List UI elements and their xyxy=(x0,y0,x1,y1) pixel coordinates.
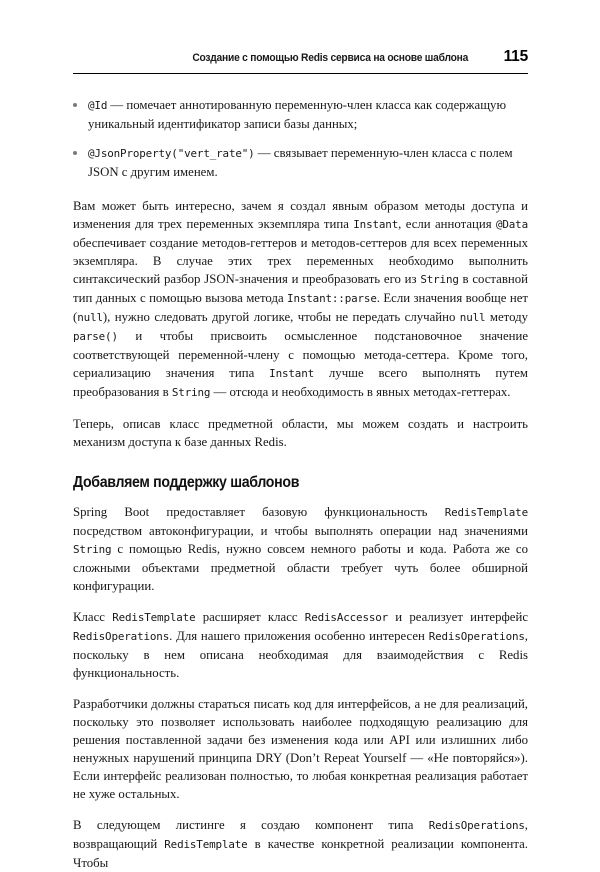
code-inline: RedisTemplate xyxy=(164,838,248,851)
text-run: расширяет класс xyxy=(195,610,305,624)
text-run: посредством автоконфигурации, и чтобы выполнять операции над значениями xyxy=(73,524,528,538)
page-header xyxy=(73,48,528,66)
code-inline: String xyxy=(420,273,459,286)
code-inline: Instant::parse xyxy=(287,292,377,305)
code-inline: RedisOperations xyxy=(73,630,170,643)
bullet-dot-icon xyxy=(73,151,77,155)
paragraph-instant-accessors xyxy=(73,197,528,402)
text-run: в составной тип данных с помощью вызова метода xyxy=(73,272,528,305)
text-run: Класс xyxy=(73,610,113,624)
text-run: в качестве конкретной реализации компонента. Чтобы xyxy=(73,837,528,870)
code-inline: null xyxy=(77,311,103,324)
code-inline: parse() xyxy=(73,330,118,343)
text-run: обеспечивает создание методов-геттеров и методов-сеттеров для всех переменных экземпляра. В случае этих трех переменных необходимо выполнить синтаксический разбор JSON-значения и преобразовать его из xyxy=(73,236,528,286)
code-inline: RedisOperations xyxy=(428,819,525,832)
text-run: ), нужно следовать другой логике, чтобы не передать случайно xyxy=(102,310,460,324)
annotation-bullet-list xyxy=(73,96,528,181)
paragraph-dry-principle: Разработчики должны стараться писать код для интерфейсов, а не для реализаций, поскольку это позволяет использовать наиболее подходящую реализацию для решения поставленной задачи без изменения кода или API или излишних либо ненужных нарушений принципа DRY (Don’t Repeat Yourself — «Не повторяйся»). Если интерфейс реализован полностью, то любая конкретная реализация работает не хуже остальных. xyxy=(73,697,528,801)
text-run: с помощью Redis, нужно совсем немного работы и кода. Работа же со сложными объектами предметной области требует чуть более обширной конфигурации. xyxy=(73,542,528,593)
text-run: , если аннотация xyxy=(398,217,496,231)
code-inline: Instant xyxy=(353,218,399,231)
list-item-text: — помечает аннотированную переменную-член класса как содержащую уникальный идентификатор записи базы данных; xyxy=(88,98,507,131)
text-run: Spring Boot предоставляет базовую функциональность xyxy=(73,505,445,519)
code-inline: null xyxy=(459,311,486,324)
list-item xyxy=(73,96,528,133)
text-run: , возвращающий xyxy=(73,818,528,851)
page-number: 115 xyxy=(503,48,528,65)
text-run: В следующем листинге я создаю компонент типа xyxy=(73,818,429,832)
paragraph-domain-class-done: Теперь, описав класс предметной области, мы можем создать и настроить механизм доступа к базе данных Redis. xyxy=(73,417,528,449)
paragraph-next-listing xyxy=(73,816,528,872)
list-item xyxy=(73,144,528,181)
header-divider-rule xyxy=(73,73,528,74)
text-run: — отсюда и необходимость в явных методах-геттерах. xyxy=(210,385,511,399)
text-run: . Если значения вообще нет ( xyxy=(73,291,528,324)
code-inline: RedisTemplate xyxy=(444,506,528,519)
bullet-dot-icon xyxy=(73,103,77,107)
code-inline: Instant xyxy=(269,367,315,380)
code-inline: @Data xyxy=(495,218,528,231)
text-run: методу xyxy=(485,310,529,324)
code-inline: RedisOperations xyxy=(428,630,525,643)
list-item-text: — связывает переменную-член класса с полем JSON с другим именем. xyxy=(88,146,513,179)
code-inline: RedisTemplate xyxy=(112,611,196,624)
text-run: . Для нашего приложения особенно интересен xyxy=(169,629,429,643)
code-inline: @JsonProperty("vert_rate") xyxy=(88,147,255,160)
code-inline: @Id xyxy=(88,99,108,112)
page-body xyxy=(73,96,528,872)
text-run: лучше всего выполнять путем преобразования в xyxy=(73,366,529,399)
code-inline: RedisAccessor xyxy=(304,611,389,624)
code-inline: String xyxy=(73,543,112,556)
running-head-title: Создание с помощью Redis сервиса на основе шаблона xyxy=(192,52,469,64)
text-run: и реализует интерфейс xyxy=(388,610,528,624)
paragraph-spring-boot-redistemplate xyxy=(73,503,528,595)
text-run: , поскольку в нем описана необходимая для взаимодействия с Redis функциональность. xyxy=(73,629,528,680)
text-run: и чтобы присвоить осмысленное подстановочное значение соответствующей переменной-члену с помощью метода-сеттера. Кроме того, сериализацию значения типа xyxy=(73,329,528,380)
code-inline: String xyxy=(171,386,211,399)
text-run: Вам может быть интересно, зачем я создал явным образом методы доступа и изменения для трех переменных экземпляра типа xyxy=(73,199,528,231)
section-heading-templates-support: Добавляем поддержку шаблонов xyxy=(73,474,300,491)
paragraph-redisoperations-interface xyxy=(73,608,528,682)
